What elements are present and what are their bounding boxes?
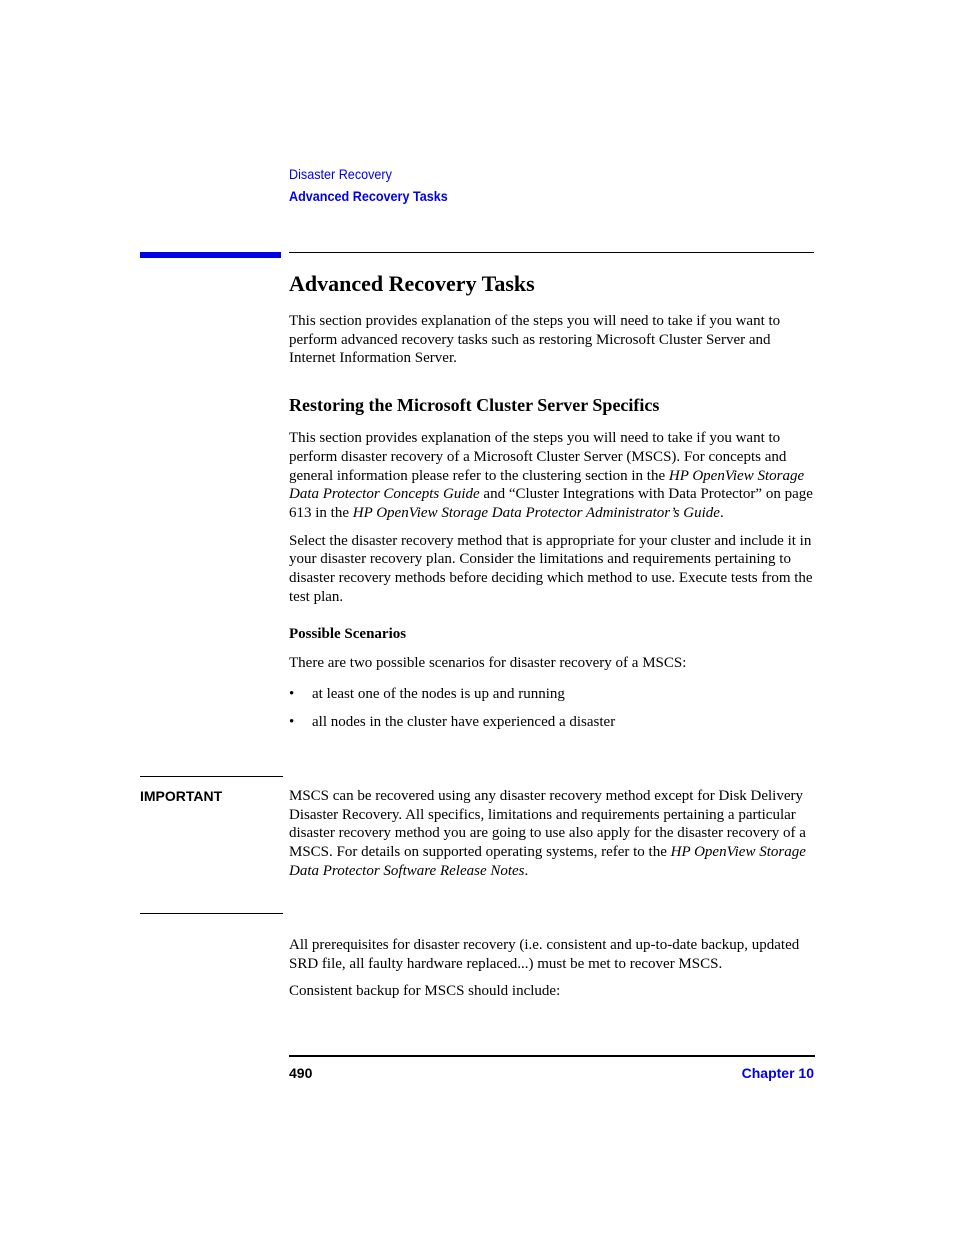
section-title: Advanced Recovery Tasks [289,271,535,296]
scenarios-title: Possible Scenarios [289,626,407,643]
important-note [289,787,817,890]
subsection-paragraph-1: This section provides explanation of the steps you will need to take if you want to perform disaster recovery of a Microsoft Cluster Server (MSCS). For concepts and general information please refer to the clustering section in the HP OpenView Storage Data Protector Concepts Guide and “Cluster Integrations with Data Protector” on page 613 in the HP OpenView Storage Data Protector Administrator’s Guide. [289,430,813,521]
bullet-icon: • [289,714,295,731]
breadcrumb-chapter: Disaster Recovery [289,166,392,182]
concepts-guide-reference: HP OpenView Storage Data Protector Concepts Guide [289,467,805,503]
subsection-title: Restoring the Microsoft Cluster Server Specifics [289,395,660,416]
bullet-icon: • [289,686,295,703]
after-note-content [289,936,817,1010]
chapter-label: Chapter 10 [741,1065,814,1081]
main-content [289,268,817,742]
scenarios-intro: There are two possible scenarios for disaster recovery of a MSCS: [289,655,687,672]
section-accent-bar [140,252,281,258]
section-intro: This section provides explanation of the steps you will need to take if you want to perform advanced recovery tasks such as restoring Microsoft Cluster Server and Internet Information Server. [289,313,781,367]
consistent-backup-paragraph: Consistent backup for MSCS should include: [289,983,561,1000]
page-number: 490 [289,1065,313,1081]
footer-rule [289,1055,815,1057]
list-item: • at least one of the nodes is up and running [289,686,565,703]
important-rule-bottom [140,913,283,914]
important-rule-top [140,776,283,777]
breadcrumb-section: Advanced Recovery Tasks [289,188,448,204]
subsection-paragraph-2: Select the disaster recovery method that is appropriate for your cluster and include it in your disaster recovery plan. Consider the limitations and requirements pertaining to disaster recovery methods before deciding which method to use. Execute tests from the test plan. [289,532,813,605]
admin-guide-reference: HP OpenView Storage Data Protector Administrator’s Guide [352,504,720,521]
prerequisites-paragraph: All prerequisites for disaster recovery (i.e. consistent and up-to-date backup, updated SRD file, all faulty hardware replaced...) must be met to recover MSCS. [289,937,800,972]
important-text: MSCS can be recovered using any disaster recovery method except for Disk Delivery Disaster Recovery. All specifics, limitations and requirements pertaining a particular disaster recovery method you are going to use also apply for the disaster recovery of a MSCS. For details on supported operating systems, refer to the HP OpenView Storage Data Protector Software Release Notes. [289,788,806,879]
section-rule [289,252,814,253]
release-notes-reference: HP OpenView Storage Data Protector Software Release Notes [289,844,806,879]
scenarios-list [289,685,817,732]
list-item: • all nodes in the cluster have experienced a disaster [289,714,616,731]
important-label: IMPORTANT [140,788,223,804]
